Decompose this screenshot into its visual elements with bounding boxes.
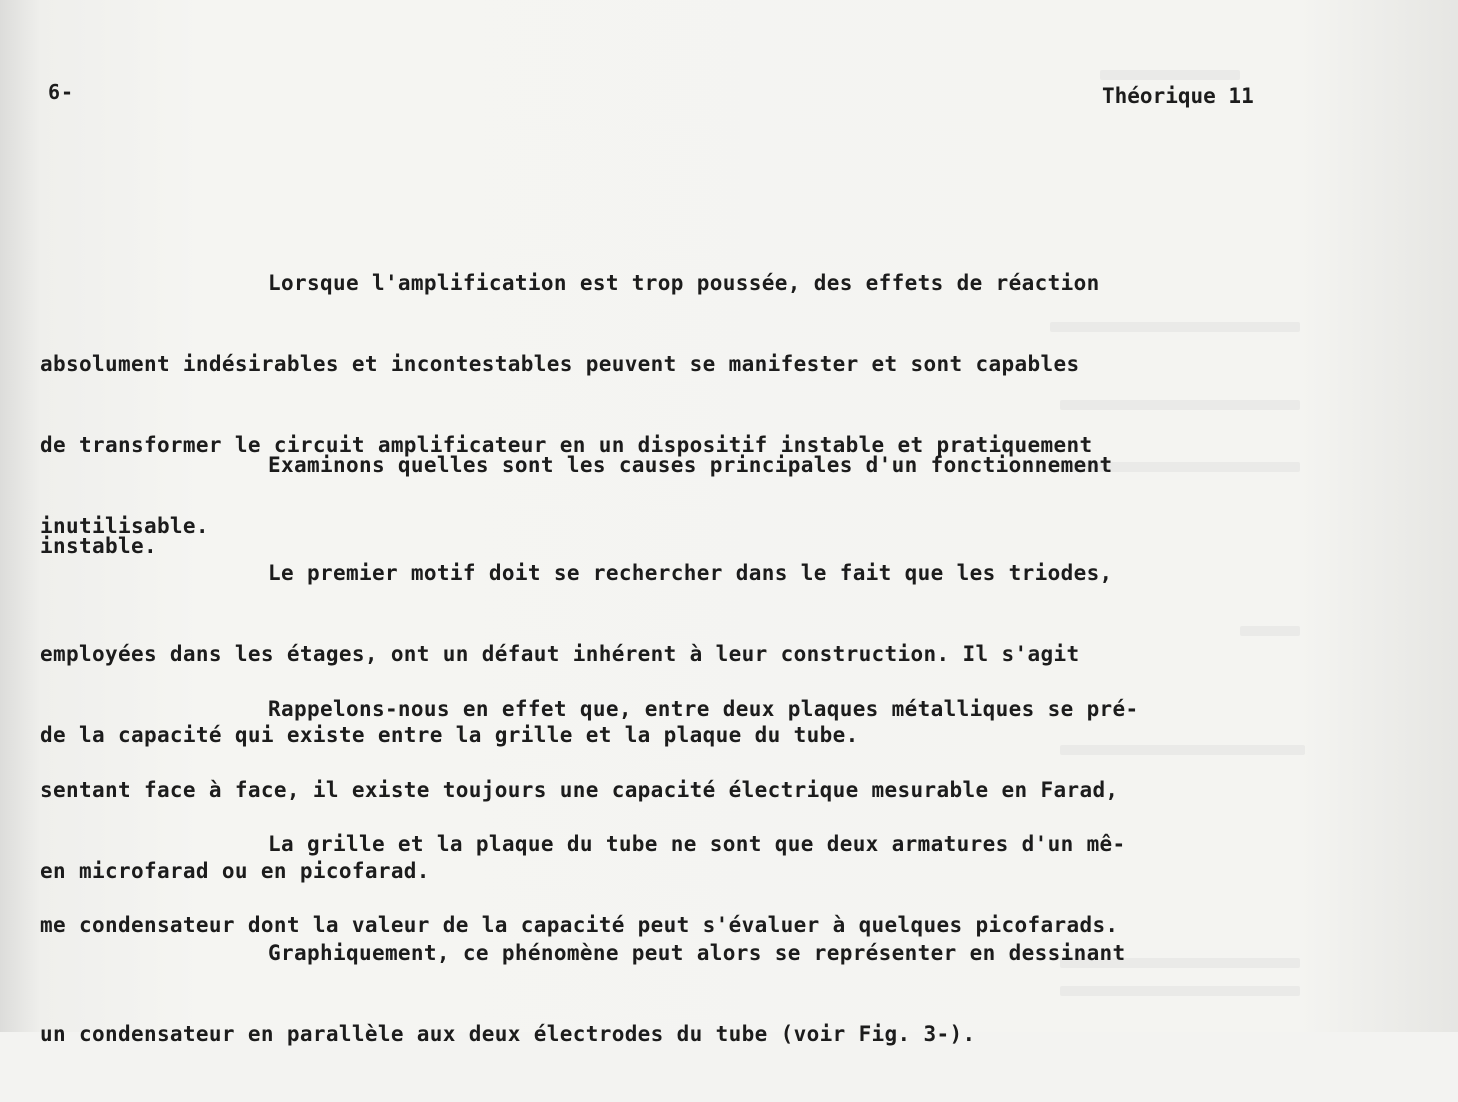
paragraph-line: La grille et la plaque du tube ne sont que deux armatures d'un mê- [268, 832, 1126, 856]
paragraph-line: Examinons quelles sont les causes principales d'un fonctionnement [268, 453, 1113, 477]
paragraph-line: Lorsque l'amplification est trop poussée, des effets de réaction [268, 271, 1100, 295]
paragraph-line: instable. [40, 534, 157, 558]
paragraph-line: de la capacité qui existe entre la grille et la plaque du tube. [40, 723, 859, 747]
paragraph-line: Le premier motif doit se rechercher dans le fait que les triodes, [268, 561, 1113, 585]
page-number: 6- [48, 80, 75, 104]
paragraph-line: Rappelons-nous en effet que, entre deux plaques métalliques se pré- [268, 697, 1139, 721]
paragraph-line: un condensateur en parallèle aux deux électrodes du tube (voir Fig. 3-). [40, 1022, 976, 1046]
paragraph-line: sentant face à face, il existe toujours une capacité électrique mesurable en Farad, [40, 778, 1119, 802]
paragraph-line: en microfarad ou en picofarad. [40, 859, 430, 883]
paragraph-graphically [40, 886, 1315, 1102]
paragraph-line: inutilisable. [40, 514, 209, 538]
section-header: Théorique 11 [1102, 84, 1254, 108]
paragraph-line: absolument indésirables et incontestables peuvent se manifester et sont capables [40, 352, 1080, 376]
paragraph-line: employées dans les étages, ont un défaut inhérent à leur construction. Il s'agit [40, 642, 1080, 666]
paragraph-line: Graphiquement, ce phénomène peut alors se représenter en dessinant [268, 941, 1126, 965]
paragraph-line: de transformer le circuit amplificateur en un dispositif instable et pratiquement [40, 433, 1093, 457]
paragraph-line: me condensateur dont la valeur de la capacité peut s'évaluer à quelques picofarads. [40, 913, 1119, 937]
bleed-through-line [1100, 70, 1240, 80]
